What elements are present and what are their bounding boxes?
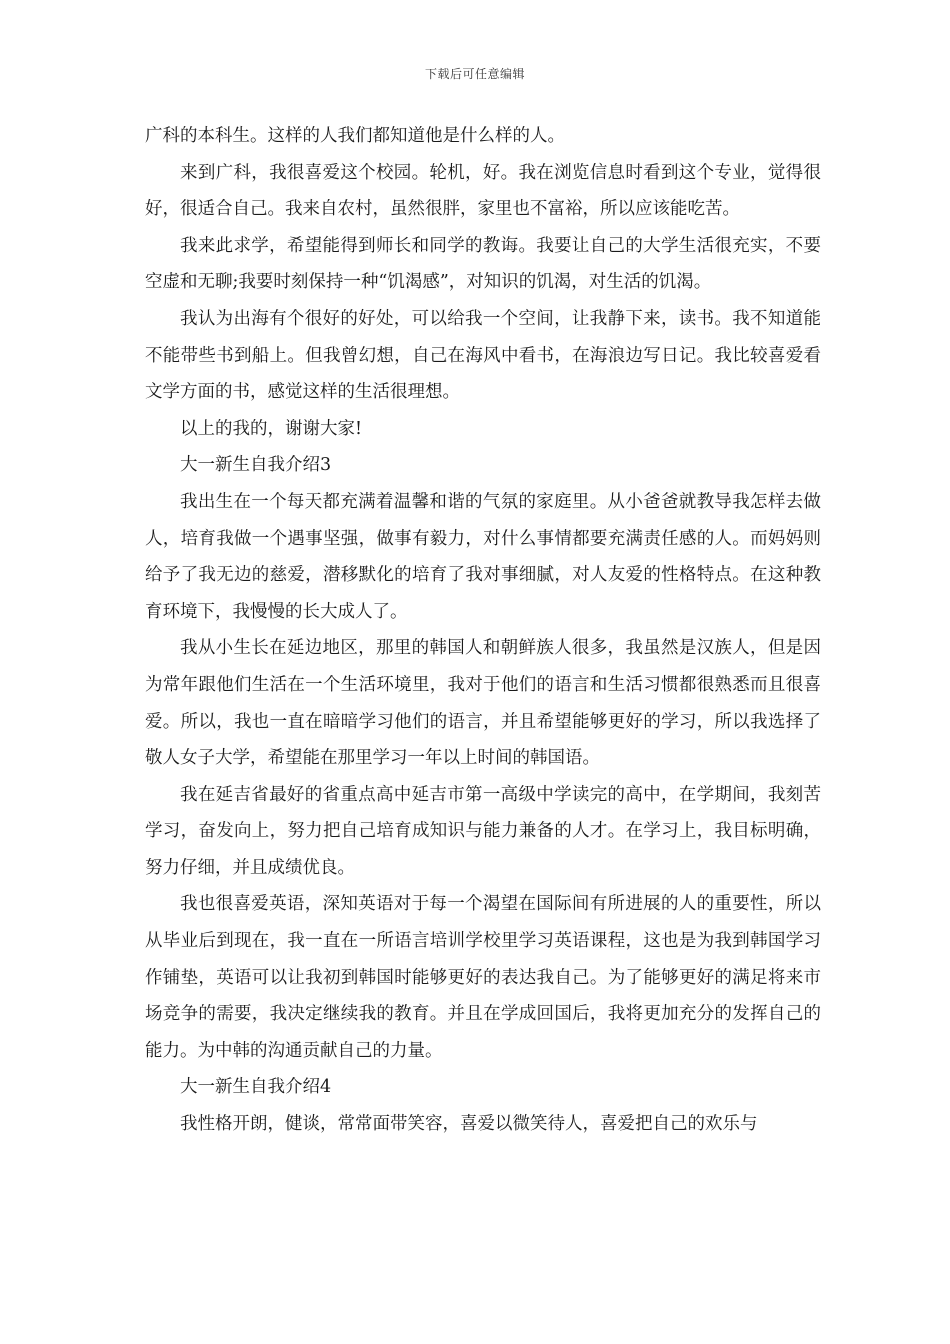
paragraph: 我来此求学，希望能得到师长和同学的教诲。我要让自己的大学生活很充实，不要空虚和无聊;我要时刻保持一种“饥渴感”，对知识的饥渴，对生活的饥渴。 <box>145 235 821 293</box>
paragraph: 以上的我的，谢谢大家! <box>180 418 363 439</box>
section-heading: 大一新生自我介绍4 <box>180 1077 332 1098</box>
paragraph: 我从小生长在延边地区，那里的韩国人和朝鲜族人很多，我虽然是汉族人，但是因为常年跟他们生活在一个生活环境里，我对于他们的语言和生活习惯都很熟悉而且很喜爱。所以，我也一直在暗暗学习他们的语言，并且希望能够更好的学习，所以我选择了敬人女子大学，希望能在那里学习一年以上时间的韩国语。 <box>145 638 821 769</box>
paragraph: 我认为出海有个很好的好处，可以给我一个空间，让我静下来，读书。我不知道能不能带些书到船上。但我曾幻想，自己在海风中看书，在海浪边写日记。我比较喜爱看文学方面的书，感觉这样的生活很理想。 <box>145 308 821 403</box>
page-header: 下载后可任意编辑 <box>424 67 525 81</box>
paragraph: 我在延吉省最好的省重点高中延吉市第一高级中学读完的高中，在学期间，我刻苦学习，奋发向上，努力把自己培育成知识与能力兼备的人才。在学习上，我目标明确，努力仔细，并且成绩优良。 <box>145 784 821 878</box>
section-heading: 大一新生自我介绍3 <box>180 455 332 476</box>
paragraph: 来到广科，我很喜爱这个校园。轮机，好。我在浏览信息时看到这个专业，觉得很好，很适合自己。我来自农村，虽然很胖，家里也不富裕，所以应该能吃苦。 <box>145 162 821 220</box>
paragraph: 我出生在一个每天都充满着温馨和谐的气氛的家庭里。从小爸爸就教导我怎样去做人，培育我做一个遇事坚强，做事有毅力，对什么事情都要充满责任感的人。而妈妈则给予了我无边的慈爱，潜移默化的培育了我对事细腻，对人友爱的性格特点。在这种教育环境下，我慢慢的长大成人了。 <box>145 491 821 622</box>
paragraph-continued: 广科的本科生。这样的人我们都知道他是什么样的人。 <box>145 126 565 146</box>
document-body <box>145 118 821 1143</box>
paragraph: 我也很喜爱英语，深知英语对于每一个渴望在国际间有所进展的人的重要性，所以从毕业后到现在，我一直在一所语言培训学校里学习英语课程，这也是为我到韩国学习作铺垫，英语可以让我初到韩国时能够更好的表达我自己。为了能够更好的满足将来市场竞争的需要，我决定继续我的教育。并且在学成回国后，我将更加充分的发挥自己的能力。为中韩的沟通贡献自己的力量。 <box>145 894 821 1061</box>
paragraph: 我性格开朗，健谈，常常面带笑容，喜爱以微笑待人，喜爱把自己的欢乐与 <box>180 1114 758 1135</box>
